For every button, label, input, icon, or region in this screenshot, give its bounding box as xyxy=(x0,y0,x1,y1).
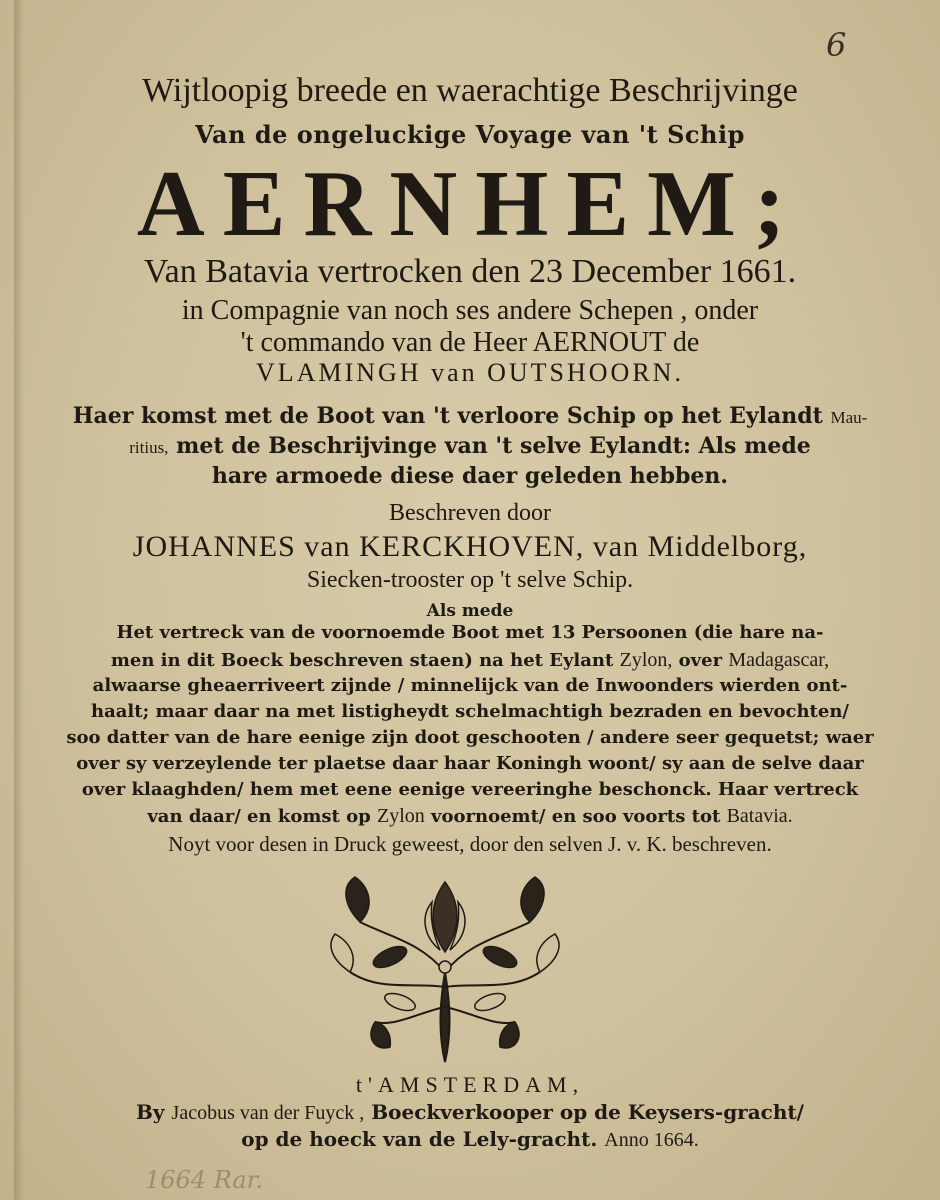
pencil-annotation: 1664 Rar. xyxy=(145,1166,264,1194)
title-line-7: VLAMINGH van OUTSHOORN. xyxy=(256,358,684,387)
title-line-1: Wijtloopig breede en waerachtige Beschrijvinge xyxy=(142,72,798,109)
paragraph-line-3: alwaarse gheaerriveert zijnde / minnelijck van de Inwoonders wierden ont- xyxy=(92,675,848,696)
subtitle-line-1-roman: Mau- xyxy=(830,408,868,427)
byline-line-3: Siecken-trooster op 't selve Schip. xyxy=(306,567,634,593)
page-number: 6 xyxy=(826,26,847,64)
paragraph-line-2-a: men in dit Boeck beschreven staen) na het Eylant xyxy=(110,650,614,671)
paragraph-line-8-c: voornoemt/ en soo voorts tot xyxy=(431,806,721,827)
paragraph-line-8-b: Zylon xyxy=(376,805,425,827)
title-line-4: Van Batavia vertrocken den 23 December 1661. xyxy=(143,253,797,290)
imprint-line-2 xyxy=(0,1127,940,1152)
paragraph-line-8-d: Batavia. xyxy=(726,805,793,827)
paragraph-line-5: soo datter van de hare eenige zijn doot geschooten / andere seer gequetst; waer xyxy=(66,727,874,748)
subtitle-line-1 xyxy=(0,403,940,429)
imprint-line-1-c: Boeckverkooper op de Keysers-gracht/ xyxy=(371,1100,804,1124)
subtitle-line-2 xyxy=(0,433,940,459)
imprint-publisher: Jacobus van der Fuyck , xyxy=(171,1102,365,1124)
paragraph-line-2-d: Madagascar, xyxy=(728,649,830,671)
paragraph-line-8-a: van daar/ en komst op xyxy=(147,806,371,827)
title-line-6: 't commando van de Heer AERNOUT de xyxy=(240,327,700,358)
paragraph-line-8 xyxy=(0,805,940,828)
title-line-5: in Compagnie van noch ses andere Schepen , onder xyxy=(181,295,759,326)
paragraph-line-1: Het vertreck van de voornoemde Boot met 13 Persoonen (die hare na- xyxy=(116,622,824,643)
print-note: Noyt voor desen in Druck geweest, door den selven J. v. K. beschreven. xyxy=(168,832,772,856)
subtitle-line-3: hare armoede diese daer geleden hebben. xyxy=(211,463,729,489)
floral-tulip-ornament-icon xyxy=(320,862,570,1067)
imprint-year: Anno 1664. xyxy=(604,1129,699,1151)
paragraph-line-4: haalt; maar daar na met listigheydt schelmachtigh bezraden en bevochten/ xyxy=(91,701,849,722)
subtitle-line-1-text: Haer komst met de Boot van 't verloore Schip op het Eylandt xyxy=(72,403,823,429)
title-line-2: Van de ongeluckige Voyage van 't Schip xyxy=(195,120,745,149)
paragraph-line-7: over klaaghden/ hem met eene eenige vereeringhe beschonck. Haar vertreck xyxy=(81,779,859,800)
byline-line-1: Beschreven door xyxy=(389,500,551,526)
author-name: JOHANNES van KERCKHOVEN, van Middelborg, xyxy=(132,530,808,563)
paragraph-line-2 xyxy=(0,649,940,672)
imprint-line-1-a: By xyxy=(136,1100,165,1124)
als-mede-heading: Als mede xyxy=(426,601,514,621)
ship-name: AERNHEM; xyxy=(136,152,804,256)
paragraph-line-2-c: over xyxy=(678,650,723,671)
subtitle-line-2-text: met de Beschrijvinge van 't selve Eylandt: Als mede xyxy=(176,433,811,459)
paragraph-line-2-b: Zylon, xyxy=(619,649,673,671)
paragraph-line-6: over sy verzeylende ter plaetse daar haar Koningh woont/ sy aan de selve daar xyxy=(76,753,864,774)
imprint-line-1 xyxy=(0,1100,940,1125)
imprint-place: t'AMSTERDAM, xyxy=(355,1072,585,1097)
imprint-line-2-a: op de hoeck van de Lely-gracht. xyxy=(241,1127,598,1151)
subtitle-line-2-roman: ritius, xyxy=(129,438,169,457)
